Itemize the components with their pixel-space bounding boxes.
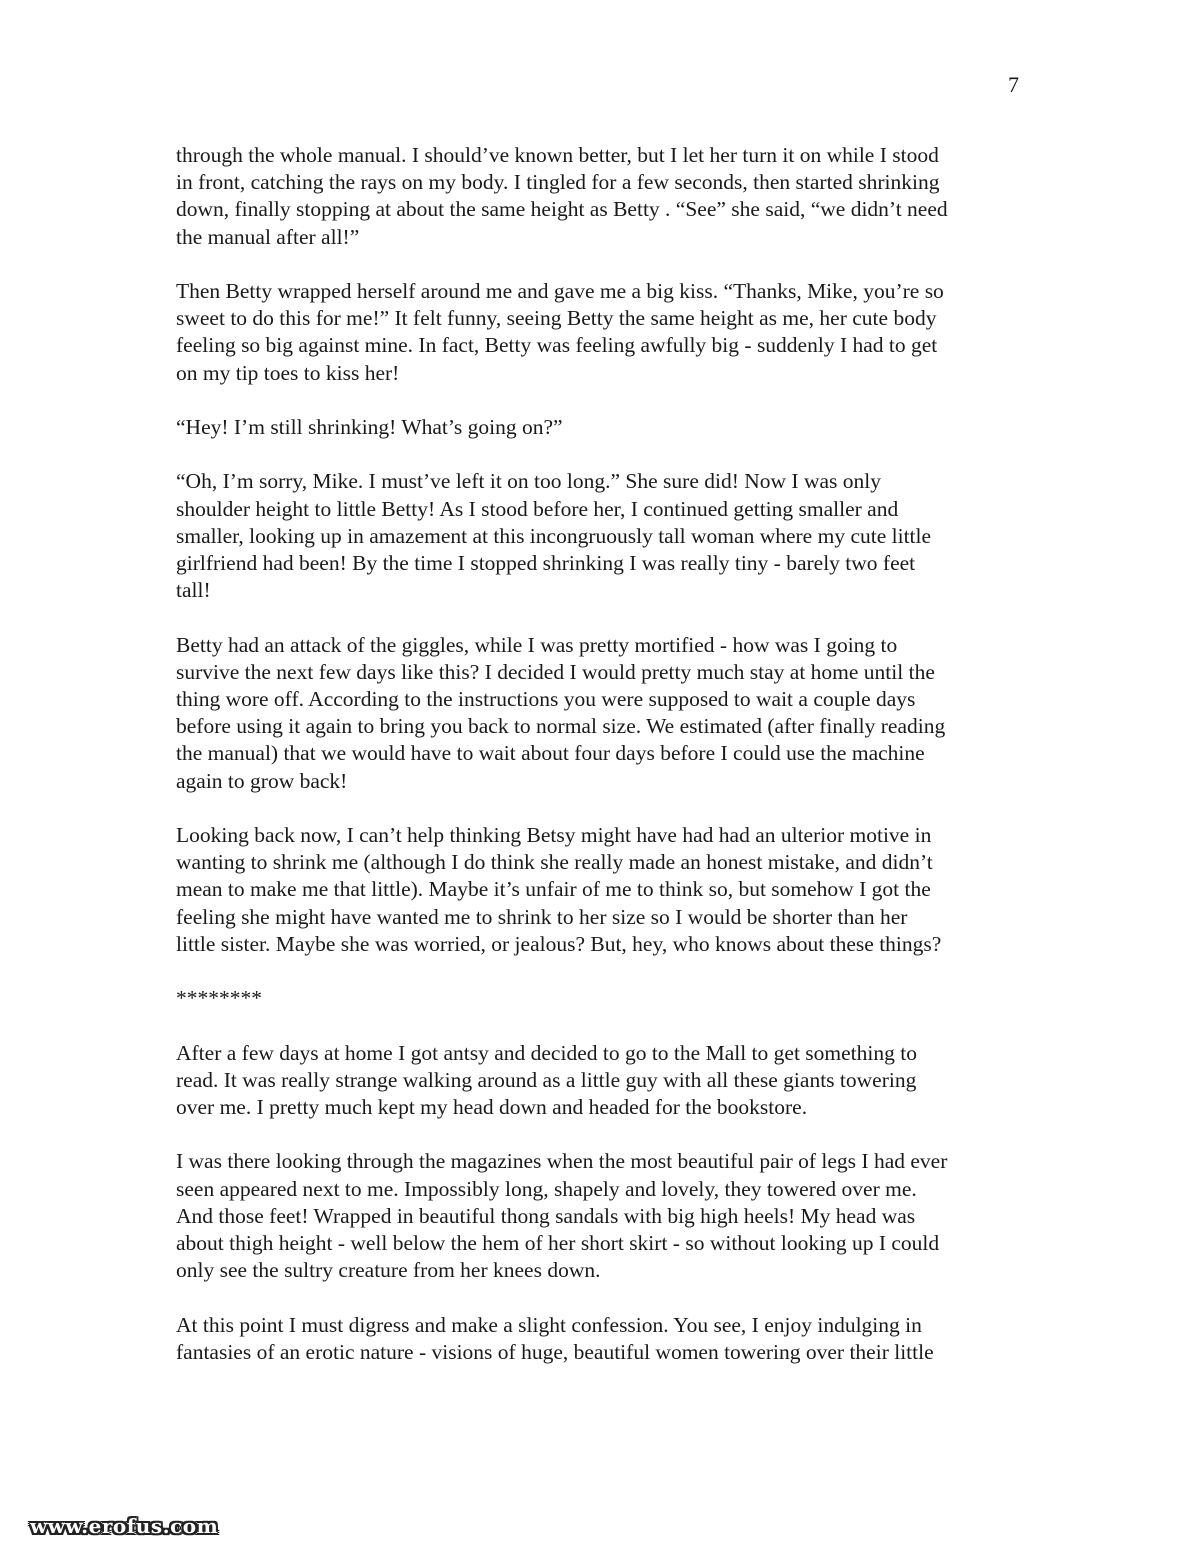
text-line: down, finally stopping at about the same height as Betty . “See” she said, “we didn’t need: [176, 197, 948, 222]
text-line: fantasies of an erotic nature - visions of huge, beautiful women towering over their little: [176, 1339, 934, 1364]
text-line: smaller, looking up in amazement at this incongruously tall woman where my cute little: [176, 523, 932, 548]
text-line: little sister. Maybe she was worried, or jealous? But, hey, who knows about these things?: [176, 931, 942, 956]
text-line: shoulder height to little Betty! As I stood before her, I continued getting smaller and: [176, 496, 899, 521]
paragraph: [176, 1148, 1036, 1284]
paragraph: [176, 142, 1036, 251]
document-body: [176, 142, 1036, 1393]
page-number: 7: [1008, 72, 1019, 97]
paragraph: [176, 414, 1036, 441]
text-line: After a few days at home I got antsy and decided to go to the Mall to get something to: [176, 1040, 917, 1065]
text-line: girlfriend had been! By the time I stopped shrinking I was really tiny - barely two feet: [176, 551, 916, 575]
text-line: I was there looking through the magazines when the most beautiful pair of legs I had ever: [176, 1149, 948, 1174]
text-line: seen appeared next to me. Impossibly long, shapely and lovely, they towered over me.: [176, 1176, 917, 1201]
text-line: through the whole manual. I should’ve known better, but I let her turn it on while I stood: [176, 143, 939, 167]
text-line: the manual after all!”: [176, 224, 360, 249]
text-line: tall!: [176, 578, 211, 603]
text-line: Looking back now, I can’t help thinking Betsy might have had had an ulterior motive in: [176, 823, 932, 847]
text-line: survive the next few days like this? I decided I would pretty much stay at home until the: [176, 659, 935, 684]
text-line: At this point I must digress and make a slight confession. You see, I enjoy indulging in: [176, 1312, 922, 1337]
text-line: wanting to shrink me (although I do think she really made an honest mistake, and didn’t: [176, 850, 933, 875]
text-line: mean to make me that little). Maybe it’s unfair of me to think so, but somehow I got the: [176, 877, 931, 902]
text-line: on my tip toes to kiss her!: [176, 360, 400, 385]
text-line: ********: [176, 986, 262, 1011]
text-line: And those feet! Wrapped in beautiful thong sandals with big high heels! My head was: [176, 1203, 916, 1228]
text-line: feeling so big against mine. In fact, Betty was feeling awfully big - suddenly I had to get: [176, 333, 938, 358]
text-line: before using it again to bring you back to normal size. We estimated (after finally reading: [176, 714, 946, 739]
site-watermark: www.erofus.com: [30, 1514, 219, 1538]
text-line: the manual) that we would have to wait about four days before I could use the machine: [176, 741, 925, 766]
text-line: feeling she might have wanted me to shrink to her size so I would be shorter than her: [176, 904, 908, 929]
paragraph: [176, 1312, 1036, 1366]
paragraph: [176, 468, 1036, 604]
text-line: sweet to do this for me!” It felt funny, seeing Betty the same height as me, her cute body: [176, 306, 937, 331]
text-line: over me. I pretty much kept my head down and headed for the bookstore.: [176, 1095, 808, 1119]
text-line: “Oh, I’m sorry, Mike. I must’ve left it on too long.” She sure did! Now I was only: [176, 469, 881, 494]
text-line: again to grow back!: [176, 768, 348, 793]
text-line: read. It was really strange walking around as a little guy with all these giants towering: [176, 1067, 917, 1092]
paragraph: [176, 822, 1036, 958]
text-line: in front, catching the rays on my body. I tingled for a few seconds, then started shrinking: [176, 170, 940, 195]
text-line: about thigh height - well below the hem of her short skirt - so without looking up I could: [176, 1231, 940, 1255]
text-line: only see the sultry creature from her knees down.: [176, 1258, 601, 1283]
paragraph: [176, 632, 1036, 795]
text-line: Betty had an attack of the giggles, while I was pretty mortified - how was I going to: [176, 632, 898, 657]
text-line: thing wore off. According to the instructions you were supposed to wait a couple days: [176, 687, 916, 711]
text-line: “Hey! I’m still shrinking! What’s going on?”: [176, 415, 563, 439]
paragraph: [176, 985, 1036, 1012]
paragraph: [176, 1040, 1036, 1122]
paragraph: [176, 278, 1036, 387]
text-line: Then Betty wrapped herself around me and gave me a big kiss. “Thanks, Mike, you’re so: [176, 279, 944, 303]
